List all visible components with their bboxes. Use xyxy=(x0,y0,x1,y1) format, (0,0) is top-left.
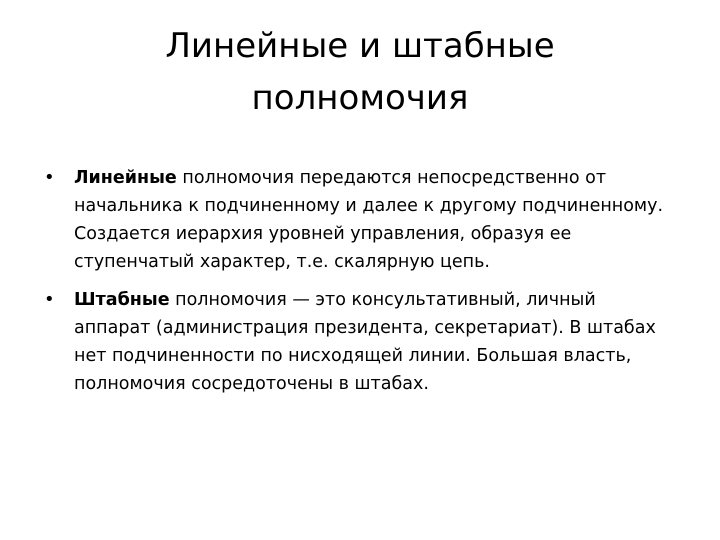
bullet-term: Линейные xyxy=(74,168,177,188)
bullet-text: полномочия — это консультативный, личный аппарат (администрация президента, секретариат). В штабах нет подчиненности по нисходящей линии. Большая власть, полномочия сосредоточены в штабах. xyxy=(74,290,656,394)
bullet-text: полномочия передаются непосредственно от начальника к подчиненному и далее к другому подчиненному. Создается иерархия уровней управления, образуя ее ступенчатый характер, т.е. скалярную цепь. xyxy=(74,168,664,272)
bullet-item-staff xyxy=(44,286,674,398)
slide-title: Линейные и штабные полномочия xyxy=(165,26,555,118)
bullet-icon: • xyxy=(44,289,55,310)
bullet-list xyxy=(44,164,674,408)
bullet-item-linear xyxy=(44,164,674,276)
bullet-icon: • xyxy=(44,167,55,188)
bullet-term: Штабные xyxy=(74,290,170,310)
